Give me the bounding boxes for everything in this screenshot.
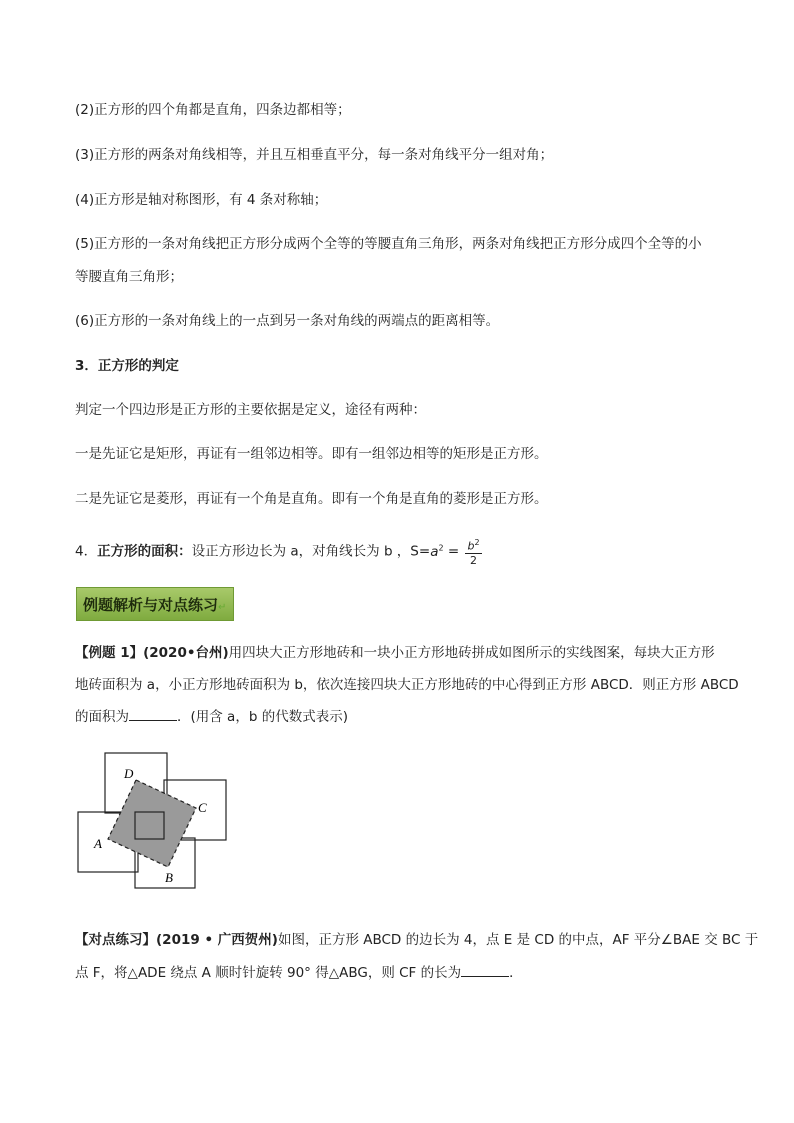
label-a: A xyxy=(94,836,102,851)
label-c: C xyxy=(198,800,207,815)
answer-blank xyxy=(129,708,177,721)
practice-line2-b: ． xyxy=(509,965,523,981)
example1-line2: 地砖面积为 a，小正方形地砖面积为 b，依次连接四块大正方形地砖的中心得到正方形 ABCD．则正方形 ABCD xyxy=(75,677,739,693)
tile-figure xyxy=(76,750,236,890)
section4-text: 设正方形边长为 a，对角线长为 b ，S= xyxy=(191,543,431,560)
practice-text: 如图，正方形 ABCD 的边长为 4，点 E 是 CD 的中点，AF 平分∠BAE 交 BC 于 xyxy=(277,932,759,948)
section4-line xyxy=(75,535,482,567)
example1-line3-b: ．(用含 a，b 的代数式表示) xyxy=(177,709,348,725)
practice-line2-a: 点 F，将△ADE 绕点 A 顺时针旋转 90° 得△ABG，则 CF 的长为 xyxy=(75,965,462,981)
banner-title: 例题解析与对点练习 xyxy=(83,596,219,614)
practice-tag: 【对点练习】 xyxy=(75,932,156,948)
return-mark-icon: ↵ xyxy=(218,602,227,613)
example1-text: 用四块大正方形地砖和一块小正方形地砖拼成如图所示的实线图案，每块大正方形 xyxy=(228,645,715,661)
section3-way1: 一是先证它是矩形，再证有一组邻边相等。即有一组邻边相等的矩形是正方形。 xyxy=(75,446,548,462)
property-4: (4)正方形是轴对称图形，有 4 条对称轴； xyxy=(75,192,328,208)
section3-intro: 判定一个四边形是正方形的主要依据是定义，途径有两种： xyxy=(75,402,426,418)
fraction-b2-over-2 xyxy=(465,536,481,567)
exp-b: 2 xyxy=(474,538,480,548)
section3-heading: 3．正方形的判定 xyxy=(75,358,179,374)
exp-a: 2 xyxy=(438,543,444,552)
section4-number: 4． xyxy=(75,543,98,560)
area-a-squared xyxy=(430,544,443,560)
section3-way2: 二是先证它是菱形，再证有一个角是直角。即有一个角是直角的菱形是正方形。 xyxy=(75,491,548,507)
practice-line2 xyxy=(75,963,523,983)
frac-denominator: 2 xyxy=(470,553,478,567)
section4-label: 正方形的面积： xyxy=(97,543,192,560)
eq-sign: = xyxy=(443,543,464,560)
label-d: D xyxy=(124,766,134,781)
practice-answer-blank xyxy=(461,964,509,977)
example1-line3-a: 的面积为 xyxy=(75,709,129,725)
var-a: a xyxy=(430,543,439,560)
example1-tag: 【例题 1】 xyxy=(75,645,144,661)
example1-line1 xyxy=(75,643,715,663)
practice-line1 xyxy=(75,930,758,950)
square-abcd xyxy=(108,780,196,867)
example1-line3 xyxy=(75,707,348,727)
example1-source: (2020•台州) xyxy=(143,645,229,661)
label-b: B xyxy=(165,870,173,885)
frac-numerator: b xyxy=(467,539,475,553)
property-5-line2: 等腰直角三角形； xyxy=(75,269,183,285)
practice-source: (2019 • 广西贺州) xyxy=(156,932,278,948)
property-5-line1: (5)正方形的一条对角线把正方形分成两个全等的等腰直角三角形，两条对角线把正方形分成四个全等的小 xyxy=(75,236,702,252)
property-6: (6)正方形的一条对角线上的一点到另一条对角线的两端点的距离相等。 xyxy=(75,313,500,329)
property-3: (3)正方形的两条对角线相等，并且互相垂直平分，每一条对角线平分一组对角； xyxy=(75,147,554,163)
section-banner xyxy=(76,587,234,621)
property-2: (2)正方形的四个角都是直角，四条边都相等； xyxy=(75,102,351,118)
